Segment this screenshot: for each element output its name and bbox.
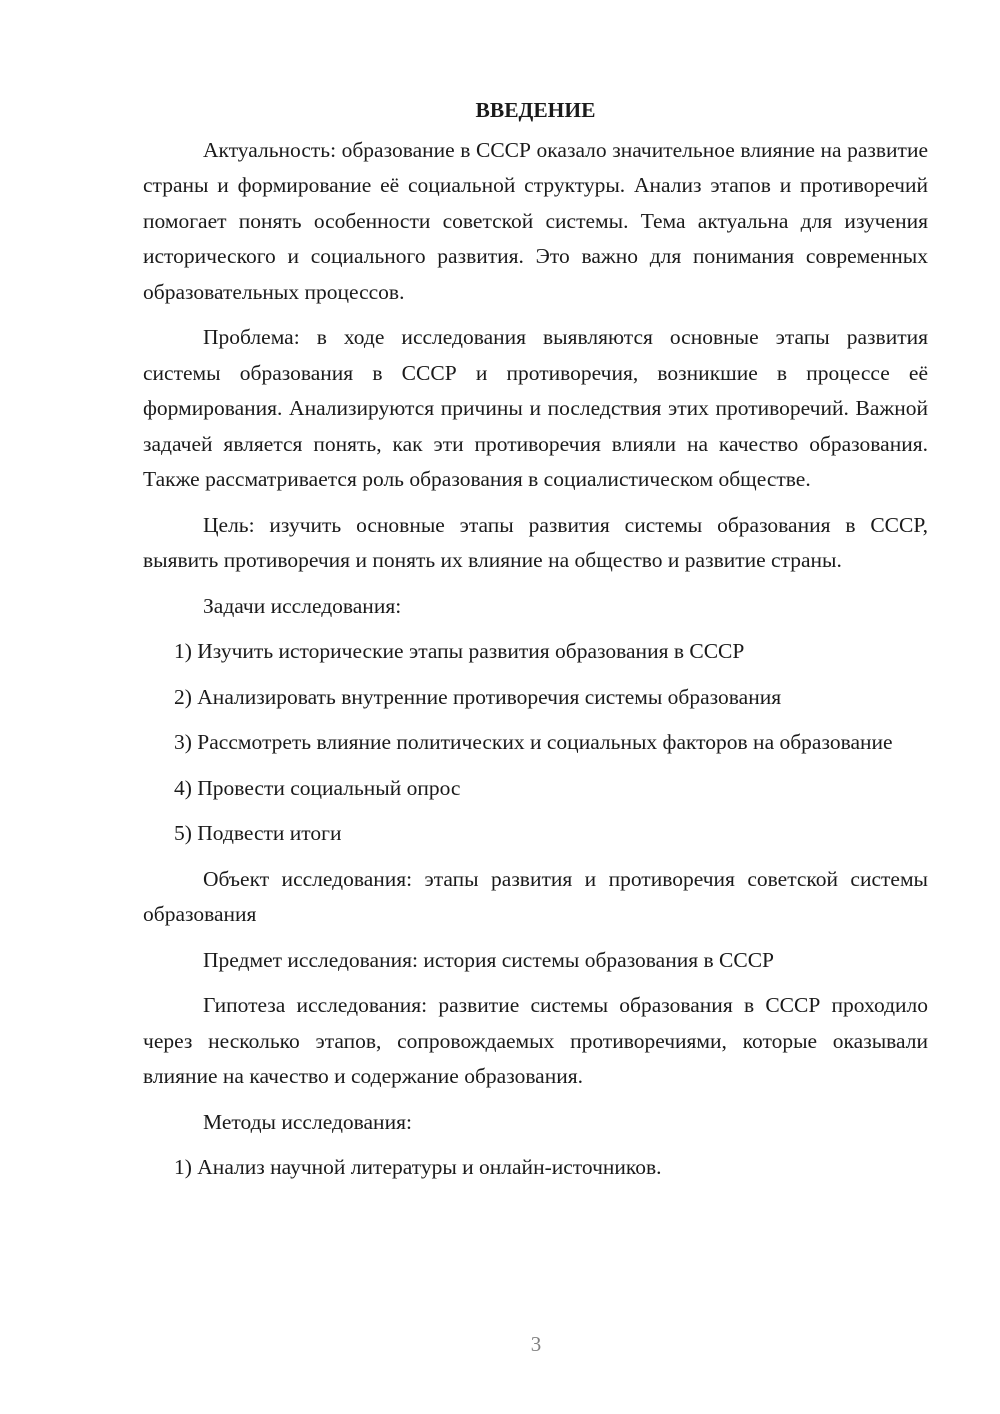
problem-paragraph: Проблема: в ходе исследования выявляются основные этапы развития системы образования в СССР и противоречия, возникшие в процессе её формирования. Анализируются причины и последствия этих противоречий. Важной задачей является понять, как эти противоречия влияли на качество образования. Также рассматривается роль образования в социалистическом обществе. <box>143 325 928 491</box>
object-paragraph: Объект исследования: этапы развития и противоречия советской системы образования <box>143 866 928 926</box>
task-item-3: 3) Рассмотреть влияние политических и социальных факторов на образование <box>174 730 893 754</box>
task-item-1: 1) Изучить исторические этапы развития образования в СССР <box>174 639 745 663</box>
goal-paragraph: Цель: изучить основные этапы развития системы образования в СССР, выявить противоречия и понять их влияние на общество и развитие страны. <box>143 512 928 572</box>
task-item-2: 2) Анализировать внутренние противоречия системы образования <box>174 684 782 709</box>
task-item-5: 5) Подвести итоги <box>174 821 342 845</box>
relevance-paragraph: Актуальность: образование в СССР оказало значительное влияние на развитие страны и формирование её социальной структуры. Анализ этапов и противоречий помогает понять особенности советской системы. Тема актуальна для изучения исторического и социального развития. Это важно для понимания современных образовательных процессов. <box>143 137 928 304</box>
subject-paragraph: Предмет исследования: история системы образования в СССР <box>203 947 774 972</box>
hypothesis-paragraph: Гипотеза исследования: развитие системы образования в СССР проходило через несколько этапов, сопровождаемых противоречиями, которые оказывали влияние на качество и содержание образования. <box>143 993 928 1088</box>
page-title: ВВЕДЕНИЕ <box>475 98 596 122</box>
method-item-1: 1) Анализ научной литературы и онлайн-источников. <box>174 1155 662 1179</box>
task-item-4: 4) Провести социальный опрос <box>174 775 461 800</box>
page-number: 3 <box>530 1332 542 1356</box>
tasks-heading: Задачи исследования: <box>203 593 402 618</box>
document-body <box>143 93 928 1196</box>
methods-heading: Методы исследования: <box>203 1109 412 1134</box>
